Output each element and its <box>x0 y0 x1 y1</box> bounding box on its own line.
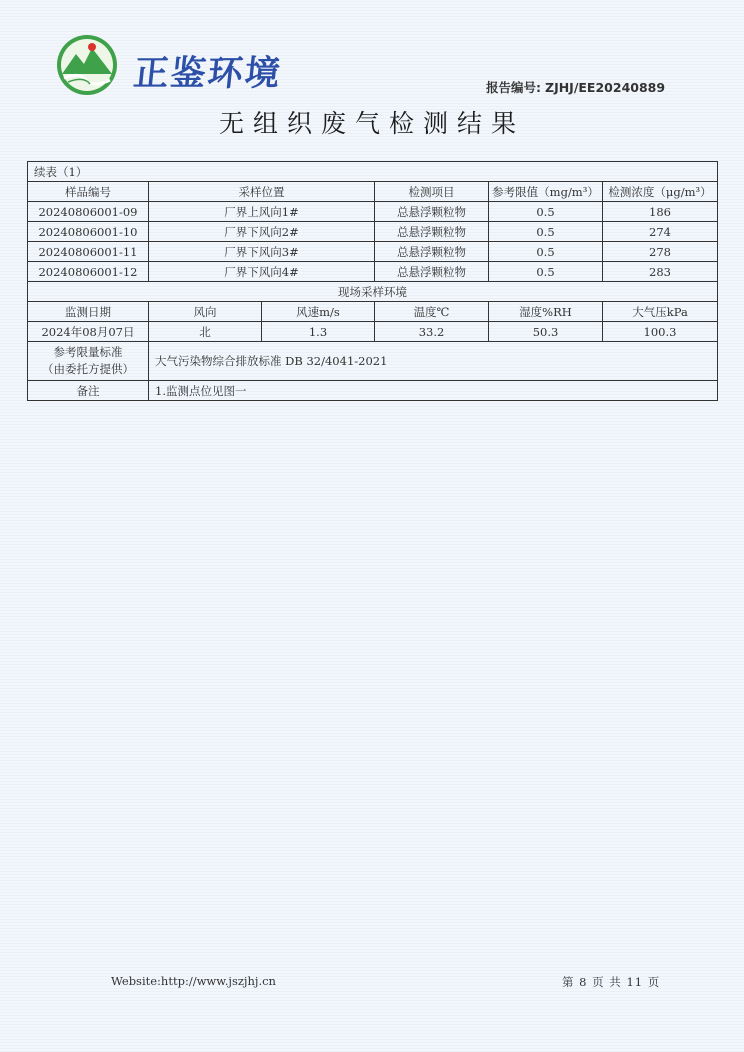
table-row <box>28 262 718 282</box>
footer-page-info: 第 8 页 共 11 页 <box>562 975 661 989</box>
report-number-label: 报告编号: <box>486 80 541 95</box>
sample-item: 总悬浮颗粒物 <box>375 242 489 262</box>
env-value-row <box>28 322 718 342</box>
env-header-wind-speed: 风速m/s <box>262 302 375 322</box>
header-limit: 参考限值（mg/m³） <box>489 182 603 202</box>
header-item: 检测项目 <box>375 182 489 202</box>
sample-limit: 0.5 <box>489 242 603 262</box>
sample-id: 20240806001-11 <box>28 242 149 262</box>
standard-label-line1: 参考限量标准 <box>53 345 123 359</box>
env-header-humidity: 湿度%RH <box>489 302 603 322</box>
remark-label: 备注 <box>28 381 149 401</box>
env-temperature: 33.2 <box>375 322 489 342</box>
continuation-label: 续表（1） <box>28 162 718 182</box>
remark-row <box>28 381 718 401</box>
company-name: 正鉴环境 <box>131 54 284 94</box>
header-location: 采样位置 <box>149 182 375 202</box>
sample-concentration: 274 <box>603 222 718 242</box>
report-header <box>56 34 686 104</box>
standard-value: 大气污染物综合排放标准 DB 32/4041-2021 <box>149 342 718 381</box>
sample-id: 20240806001-09 <box>28 202 149 222</box>
document-title: 无组织废气检测结果 <box>218 109 525 138</box>
standard-label <box>28 342 149 381</box>
sample-item: 总悬浮颗粒物 <box>375 262 489 282</box>
header-concentration: 检测浓度（μg/m³） <box>603 182 718 202</box>
sample-location: 厂界上风向1# <box>149 202 375 222</box>
env-pressure: 100.3 <box>603 322 718 342</box>
env-wind-direction: 北 <box>149 322 262 342</box>
footer-website: Website:http://www.jszjhj.cn <box>111 974 276 988</box>
sample-concentration: 283 <box>603 262 718 282</box>
report-number <box>486 78 665 96</box>
sample-location: 厂界下风向3# <box>149 242 375 262</box>
env-wind-speed: 1.3 <box>262 322 375 342</box>
standard-row <box>28 342 718 381</box>
table-row <box>28 242 718 262</box>
sample-id: 20240806001-10 <box>28 222 149 242</box>
sample-concentration: 186 <box>603 202 718 222</box>
results-table <box>27 161 718 401</box>
sample-item: 总悬浮颗粒物 <box>375 202 489 222</box>
remark-value: 1.监测点位见图一 <box>149 381 718 401</box>
sample-location: 厂界下风向4# <box>149 262 375 282</box>
env-humidity: 50.3 <box>489 322 603 342</box>
env-date: 2024年08月07日 <box>28 322 149 342</box>
company-logo-icon <box>56 34 118 96</box>
sample-limit: 0.5 <box>489 262 603 282</box>
sample-limit: 0.5 <box>489 222 603 242</box>
env-header-date: 监测日期 <box>28 302 149 322</box>
env-header-pressure: 大气压kPa <box>603 302 718 322</box>
sample-location: 厂界下风向2# <box>149 222 375 242</box>
env-header-wind-direction: 风向 <box>149 302 262 322</box>
sample-limit: 0.5 <box>489 202 603 222</box>
sample-concentration: 278 <box>603 242 718 262</box>
table-row <box>28 222 718 242</box>
continuation-row <box>28 162 718 182</box>
standard-label-line2: （由委托方提供） <box>42 362 134 376</box>
sample-id: 20240806001-12 <box>28 262 149 282</box>
env-section-row <box>28 282 718 302</box>
env-header-row <box>28 302 718 322</box>
sample-item: 总悬浮颗粒物 <box>375 222 489 242</box>
env-section-title: 现场采样环境 <box>28 282 718 302</box>
table-row <box>28 202 718 222</box>
header-sample-id: 样品编号 <box>28 182 149 202</box>
env-header-temperature: 温度℃ <box>375 302 489 322</box>
report-number-value: ZJHJ/EE20240889 <box>545 80 666 95</box>
sample-header-row <box>28 182 718 202</box>
